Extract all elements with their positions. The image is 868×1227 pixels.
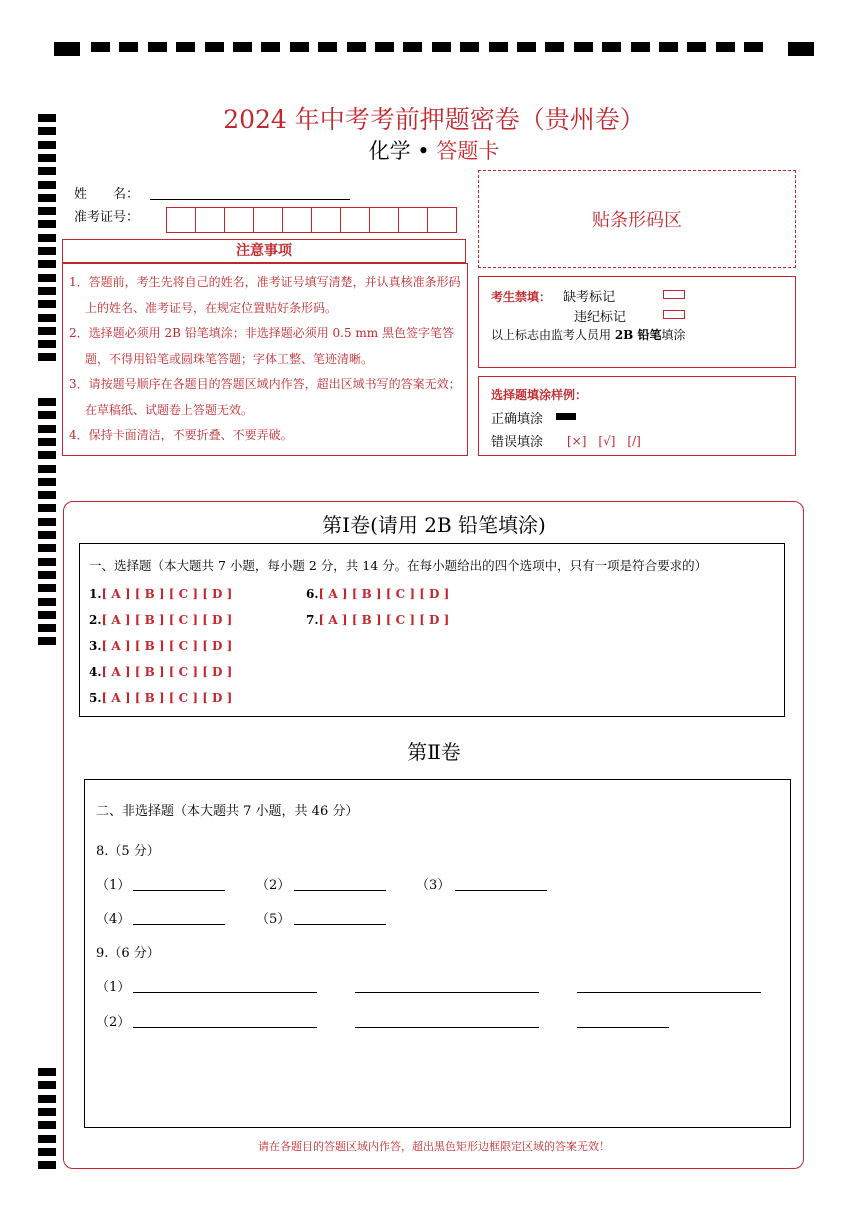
name-label: 姓 名： xyxy=(74,187,140,202)
barcode-label: 贴条形码区 xyxy=(592,210,682,231)
question-number: 3. xyxy=(89,639,102,653)
q8-answer-3[interactable] xyxy=(455,890,547,891)
q9-answer-2c[interactable] xyxy=(577,1027,669,1028)
id-number-boxes[interactable] xyxy=(166,207,456,233)
subject-name: 化学 xyxy=(368,139,411,163)
timing-mark xyxy=(38,478,56,486)
choice-row-1[interactable] xyxy=(89,587,232,601)
absent-mark-box[interactable] xyxy=(663,290,685,299)
top-timing-marks xyxy=(54,42,814,56)
absent-label: 缺考标记 xyxy=(563,290,616,305)
violation-mark-box[interactable] xyxy=(663,310,685,319)
proctor-note-post: 填涂 xyxy=(661,328,686,342)
proctor-label: 考生禁填： xyxy=(491,290,552,304)
choice-options[interactable]: [ A ] [ B ] [ C ] [ D ] xyxy=(318,587,450,601)
question-number: 5. xyxy=(89,691,102,705)
timing-mark xyxy=(38,167,56,175)
footer-warning: 请在各题目的答题区域内作答，超出黑色矩形边框限定区域的答案无效！ xyxy=(258,1140,610,1153)
id-digit-box[interactable] xyxy=(253,207,283,233)
timing-mark xyxy=(176,42,195,52)
id-digit-box[interactable] xyxy=(224,207,254,233)
timing-mark xyxy=(38,544,56,552)
q9-sub-1-label: （1） xyxy=(96,980,131,995)
choice-options[interactable]: [ A ] [ B ] [ C ] [ D ] xyxy=(101,639,233,653)
part2-instruction: 二、非选择题（本大题共 7 小题，共 46 分） xyxy=(96,804,359,819)
question-number: 6. xyxy=(306,587,319,601)
timing-mark xyxy=(38,438,56,446)
timing-mark xyxy=(38,353,56,361)
timing-mark xyxy=(38,327,56,335)
question-9-label: 9.（6 分） xyxy=(96,946,160,961)
q9-answer-1a[interactable] xyxy=(133,992,317,993)
choice-row-5[interactable] xyxy=(89,691,232,705)
notice-item: 1．答题前，考生先将自己的姓名，准考证号填写清楚，并认真核准条形码上的姓名、准考证号，在规定位置贴好条形码。 xyxy=(69,275,461,315)
notice-body xyxy=(62,263,468,456)
choice-options[interactable]: [ A ] [ B ] [ C ] [ D ] xyxy=(318,613,450,627)
q8-sub-2-label: （2） xyxy=(256,878,291,893)
timing-mark xyxy=(38,1068,56,1076)
violation-label: 违纪标记 xyxy=(574,310,627,325)
timing-mark xyxy=(744,42,763,52)
timing-mark xyxy=(318,42,337,52)
timing-mark xyxy=(687,42,706,52)
part1-instruction: 一、选择题（本大题共 7 小题，每小题 2 分，共 14 分。在每小题给出的四个选项中，只有一项是符合要求的） xyxy=(89,558,708,573)
timing-mark xyxy=(54,42,80,56)
timing-mark xyxy=(659,42,678,52)
id-label: 准考证号： xyxy=(74,210,140,225)
timing-mark xyxy=(38,314,56,322)
id-digit-box[interactable] xyxy=(427,207,457,233)
q9-answer-2a[interactable] xyxy=(133,1027,317,1028)
part1-title: 第Ⅰ卷(请用 2B 铅笔填涂) xyxy=(322,513,546,537)
timing-mark xyxy=(38,247,56,255)
exam-title: 2024 年中考考前押题密卷（贵州卷） xyxy=(223,105,645,134)
timing-mark xyxy=(716,42,735,52)
id-digit-box[interactable] xyxy=(398,207,428,233)
timing-mark xyxy=(38,220,56,228)
id-digit-box[interactable] xyxy=(195,207,225,233)
card-name: 答题卡 xyxy=(436,139,500,163)
timing-mark xyxy=(574,42,593,52)
choice-options[interactable]: [ A ] [ B ] [ C ] [ D ] xyxy=(101,665,233,679)
choice-options[interactable]: [ A ] [ B ] [ C ] [ D ] xyxy=(101,613,233,627)
proctor-area xyxy=(478,276,796,368)
timing-mark xyxy=(38,207,56,215)
id-digit-box[interactable] xyxy=(369,207,399,233)
timing-mark xyxy=(489,42,508,52)
timing-mark xyxy=(631,42,650,52)
timing-mark xyxy=(205,42,224,52)
question-8-label: 8.（5 分） xyxy=(96,844,160,859)
question-number: 7. xyxy=(306,613,319,627)
timing-mark xyxy=(403,42,422,52)
q9-answer-1c[interactable] xyxy=(577,992,761,993)
choice-options[interactable]: [ A ] [ B ] [ C ] [ D ] xyxy=(101,587,233,601)
notice-heading: 注意事项 xyxy=(62,239,466,263)
timing-mark xyxy=(261,42,280,52)
notice-item: 3．请按题号顺序在各题目的答题区域内作答，超出区域书写的答案无效；在草稿纸、试题卷上答题无效。 xyxy=(69,377,461,417)
exam-subtitle xyxy=(0,135,868,165)
timing-mark xyxy=(38,1121,56,1129)
timing-mark xyxy=(38,260,56,268)
q9-answer-1b[interactable] xyxy=(355,992,539,993)
timing-mark xyxy=(233,42,252,52)
timing-mark xyxy=(91,42,110,52)
timing-mark xyxy=(460,42,479,52)
timing-mark xyxy=(38,1108,56,1116)
timing-mark xyxy=(38,598,56,606)
timing-mark xyxy=(38,425,56,433)
choice-row-7[interactable] xyxy=(306,613,449,627)
timing-mark xyxy=(38,340,56,348)
timing-mark xyxy=(38,611,56,619)
timing-mark xyxy=(119,42,138,52)
name-field[interactable] xyxy=(150,199,350,200)
question-number: 2. xyxy=(89,613,102,627)
q8-answer-1[interactable] xyxy=(133,890,225,891)
timing-mark xyxy=(38,398,56,406)
timing-mark xyxy=(432,42,451,52)
q8-answer-4[interactable] xyxy=(133,924,225,925)
timing-mark xyxy=(38,287,56,295)
separator-dot: • xyxy=(417,139,430,163)
timing-mark xyxy=(38,411,56,419)
id-digit-box[interactable] xyxy=(311,207,341,233)
question-number: 1. xyxy=(89,587,102,601)
wrong-fill-marks: [×] [√] [/] xyxy=(567,434,641,448)
timing-mark xyxy=(38,491,56,499)
timing-mark xyxy=(38,451,56,459)
wrong-label: 错误填涂 xyxy=(491,435,544,450)
q8-answer-2[interactable] xyxy=(294,890,386,891)
q8-sub-1-label: （1） xyxy=(96,878,131,893)
timing-mark xyxy=(545,42,564,52)
part2-box xyxy=(84,779,791,1128)
q9-sub-2-label: （2） xyxy=(96,1015,131,1030)
question-number: 4. xyxy=(89,665,102,679)
timing-mark xyxy=(38,571,56,579)
sample-heading: 选择题填涂样例： xyxy=(491,388,588,402)
timing-mark xyxy=(602,42,621,52)
q8-sub-4-label: （4） xyxy=(96,912,131,927)
timing-mark xyxy=(38,181,56,189)
timing-mark xyxy=(38,300,56,308)
id-digit-box[interactable] xyxy=(340,207,370,233)
timing-mark xyxy=(38,274,56,282)
timing-mark xyxy=(788,42,814,56)
timing-mark xyxy=(375,42,394,52)
timing-mark xyxy=(38,234,56,242)
choice-row-3[interactable] xyxy=(89,639,232,653)
q9-answer-2b[interactable] xyxy=(355,1027,539,1028)
notice-item: 2．选择题必须用 2B 铅笔填涂；非选择题必须用 0.5 mm 黑色签字笔答题，不得用铅笔或圆珠笔答题；字体工整、笔迹清晰。 xyxy=(69,326,455,366)
id-digit-box[interactable] xyxy=(282,207,312,233)
correct-fill-mark xyxy=(556,413,576,420)
timing-mark xyxy=(347,42,366,52)
proctor-note-pre: 以上标志由监考人员用 xyxy=(491,328,615,342)
proctor-note xyxy=(491,326,686,343)
timing-mark xyxy=(38,1095,56,1103)
q8-sub-5-label: （5） xyxy=(256,912,291,927)
timing-mark xyxy=(38,465,56,473)
proctor-note-bold: 2B 铅笔 xyxy=(614,328,662,342)
timing-mark xyxy=(38,624,56,632)
q8-answer-5[interactable] xyxy=(294,924,386,925)
timing-mark xyxy=(38,637,56,645)
choice-row-4[interactable] xyxy=(89,665,232,679)
fill-sample-area xyxy=(478,376,796,456)
part2-title: 第Ⅱ卷 xyxy=(407,740,461,764)
timing-mark xyxy=(290,42,309,52)
q8-sub-3-label: （3） xyxy=(416,878,451,893)
timing-mark xyxy=(517,42,536,52)
correct-label: 正确填涂 xyxy=(491,412,544,427)
choice-options[interactable]: [ A ] [ B ] [ C ] [ D ] xyxy=(101,691,233,705)
timing-mark xyxy=(38,584,56,592)
choice-row-2[interactable] xyxy=(89,613,232,627)
notice-item: 4．保持卡面清洁，不要折叠、不要弄破。 xyxy=(69,428,293,442)
timing-mark xyxy=(38,1161,56,1169)
timing-mark xyxy=(148,42,167,52)
timing-mark xyxy=(38,1081,56,1089)
barcode-area xyxy=(478,170,796,268)
timing-mark xyxy=(38,558,56,566)
timing-mark xyxy=(38,194,56,202)
id-digit-box[interactable] xyxy=(166,207,196,233)
choice-row-6[interactable] xyxy=(306,587,449,601)
